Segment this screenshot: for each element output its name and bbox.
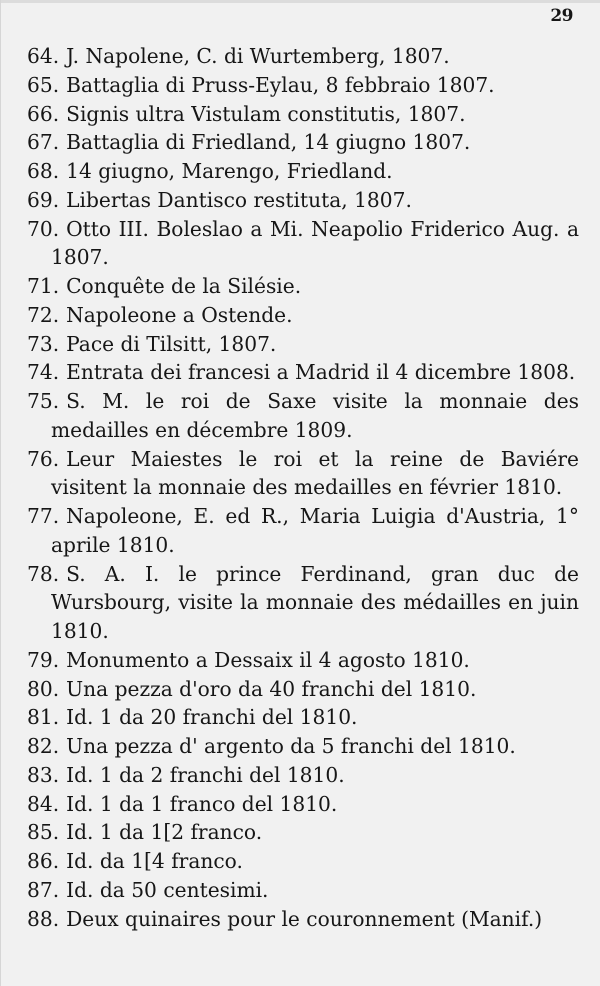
- list-item: [27, 847, 579, 876]
- list-item: [27, 272, 579, 301]
- entry-text: J. Napolene, C. di Wurtemberg, 1807.: [66, 44, 450, 68]
- list-item: [27, 71, 579, 100]
- list-item: [27, 703, 579, 732]
- page-number: 29: [550, 6, 573, 26]
- entry-text: Id. 1 da 1 franco del 1810.: [66, 791, 338, 816]
- entry-text: Pace di Tilsitt, 1807.: [66, 331, 277, 356]
- list-item: [27, 387, 579, 445]
- entry-text: Una pezza d' argento da 5 franchi del 1810.: [66, 734, 516, 758]
- entry-number: 86.: [27, 849, 60, 873]
- entry-text: Napoleone a Ostende.: [66, 302, 293, 327]
- entry-number: 75.: [27, 389, 60, 413]
- entry-number: 81.: [27, 705, 60, 730]
- list-item: [27, 560, 579, 646]
- entry-text: Id. da 1[4 franco.: [66, 849, 243, 873]
- list-item: [27, 42, 579, 71]
- entry-text: Otto III. Boleslao a Mi. Neapolio Friderico Aug. a 1807.: [51, 216, 579, 270]
- list-item: [27, 675, 579, 704]
- entry-text: Id. 1 da 2 franchi del 1810.: [66, 762, 345, 787]
- entry-number: 87.: [27, 877, 60, 902]
- list-item: [27, 502, 579, 560]
- entry-number: 68.: [27, 159, 60, 183]
- entry-number: 85.: [27, 820, 60, 845]
- page-top-edge: [1, 0, 600, 3]
- entry-number: 67.: [27, 130, 60, 155]
- entry-text: Id. 1 da 1[2 franco.: [66, 820, 263, 845]
- list-item: [27, 301, 579, 330]
- list-item: [27, 761, 579, 790]
- entry-text: Deux quinaires pour le couronnement (Manif.): [66, 906, 543, 931]
- entry-number: 84.: [27, 791, 60, 816]
- entry-text: Leur Maiestes le roi et la reine de Baviére visitent la monnaie des medailles en février 1810.: [51, 446, 579, 500]
- entry-text: Battaglia di Friedland, 14 giugno 1807.: [66, 130, 471, 155]
- list-item: [27, 445, 579, 503]
- entry-number: 83.: [27, 762, 60, 787]
- list-item: [27, 818, 579, 847]
- entry-text: 14 giugno, Marengo, Friedland.: [66, 159, 393, 183]
- entry-text: S. M. le roi de Saxe visite la monnaie des medailles en décembre 1809.: [51, 389, 579, 442]
- entry-number: 74.: [27, 360, 60, 385]
- entry-number: 64.: [27, 44, 60, 68]
- entry-number: 71.: [27, 274, 60, 298]
- entry-text: Monumento a Dessaix il 4 agosto 1810.: [66, 647, 470, 672]
- entry-number: 82.: [27, 734, 60, 758]
- list-item: [27, 732, 579, 761]
- entry-text: Conquête de la Silésie.: [66, 274, 302, 298]
- entry-number: 69.: [27, 187, 60, 212]
- medal-list: [27, 42, 579, 933]
- list-item: [27, 100, 579, 129]
- entry-number: 65.: [27, 72, 60, 97]
- entry-text: S. A. I. le prince Ferdinand, gran duc de Wursbourg, visite la monnaie des médailles en juin 1810.: [51, 561, 579, 643]
- list-item: [27, 157, 579, 186]
- entry-number: 77.: [27, 504, 60, 528]
- entry-text: Battaglia di Pruss-Eylau, 8 febbraio 1807.: [66, 72, 495, 97]
- list-item: [27, 790, 579, 819]
- entry-text: Libertas Dantisco restituta, 1807.: [66, 187, 412, 212]
- entry-number: 76.: [27, 446, 60, 471]
- entry-number: 73.: [27, 331, 60, 356]
- entry-text: Id. da 50 centesimi.: [66, 877, 269, 902]
- list-item: [27, 876, 579, 905]
- entry-text: Una pezza d'oro da 40 franchi del 1810.: [66, 676, 477, 701]
- entry-text: Napoleone, E. ed R., Maria Luigia d'Austria, 1° aprile 1810.: [51, 504, 579, 557]
- list-item: [27, 905, 579, 934]
- entry-number: 78.: [27, 561, 60, 586]
- entry-number: 79.: [27, 647, 60, 672]
- list-item: [27, 215, 579, 273]
- entry-number: 70.: [27, 216, 60, 241]
- entry-number: 72.: [27, 302, 60, 327]
- entry-text: Signis ultra Vistulam constitutis, 1807.: [66, 101, 466, 126]
- list-item: [27, 330, 579, 359]
- entry-text: Entrata dei francesi a Madrid il 4 dicembre 1808.: [66, 360, 576, 385]
- entry-number: 66.: [27, 101, 60, 126]
- list-item: [27, 646, 579, 675]
- list-item: [27, 186, 579, 215]
- entry-number: 80.: [27, 676, 60, 701]
- list-item: [27, 358, 579, 387]
- entry-number: 88.: [27, 906, 60, 931]
- entry-text: Id. 1 da 20 franchi del 1810.: [66, 705, 358, 730]
- list-item: [27, 128, 579, 157]
